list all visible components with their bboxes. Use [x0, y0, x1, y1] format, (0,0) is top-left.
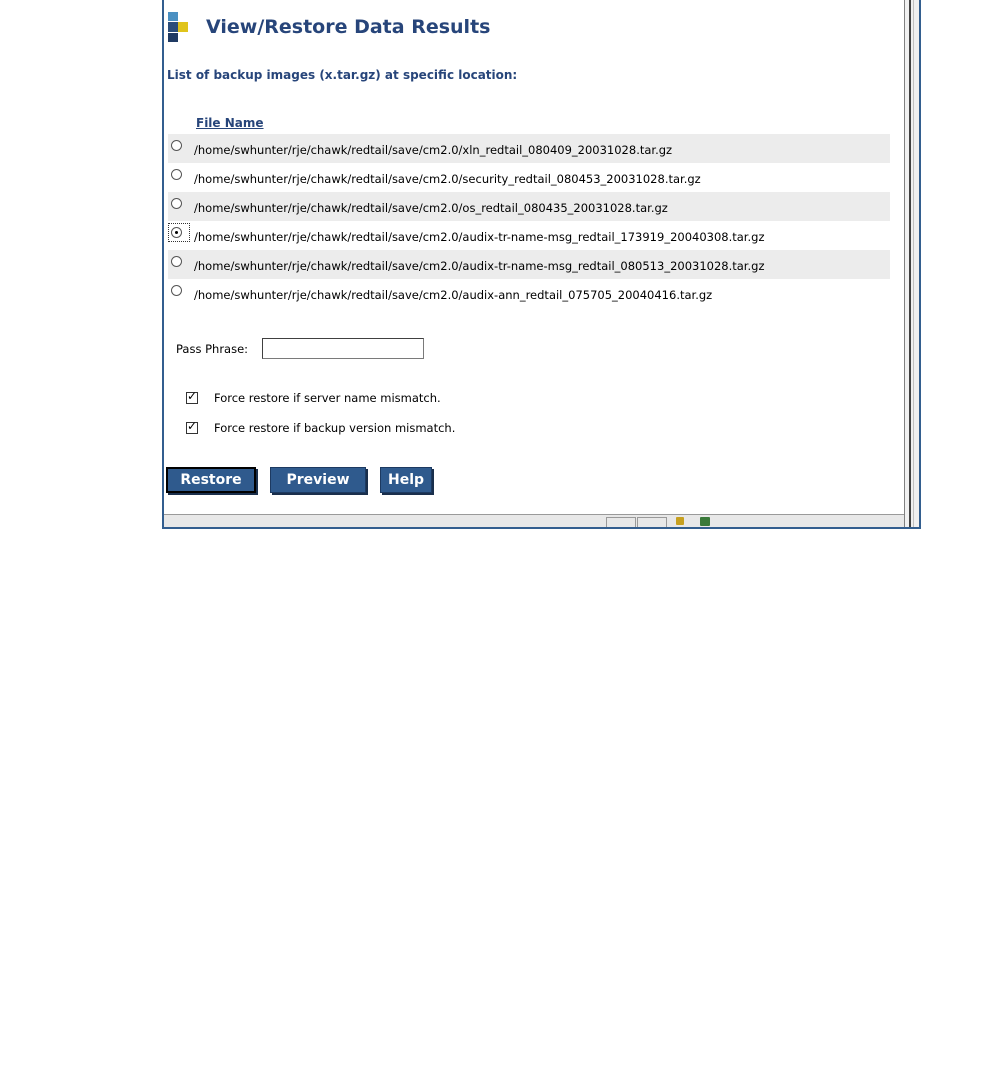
app-logo-icon	[168, 12, 188, 42]
backup-file-list	[168, 134, 890, 308]
table-row	[168, 134, 890, 163]
file-path: /home/swhunter/rje/chawk/redtail/save/cm2.0/audix-ann_redtail_075705_20040416.tar.gz	[194, 288, 713, 302]
table-row	[168, 192, 890, 221]
file-radio-button[interactable]	[171, 169, 182, 180]
pass-phrase-label: Pass Phrase:	[176, 341, 249, 356]
file-radio-button[interactable]	[171, 256, 182, 267]
file-path: /home/swhunter/rje/chawk/redtail/save/cm2.0/xln_redtail_080409_20031028.tar.gz	[194, 143, 673, 157]
option-label: Force restore if backup version mismatch.	[214, 421, 456, 435]
file-path: /home/swhunter/rje/chawk/redtail/save/cm2.0/os_redtail_080435_20031028.tar.gz	[194, 201, 668, 215]
action-buttons	[166, 467, 446, 493]
restore-button[interactable]: Restore	[166, 467, 256, 493]
option-server-name-mismatch	[186, 391, 441, 405]
table-row	[168, 221, 890, 250]
status-bar	[164, 514, 904, 527]
pass-phrase-row	[176, 338, 424, 359]
page-title: View/Restore Data Results	[206, 16, 491, 38]
file-radio-button-selected[interactable]	[171, 227, 182, 238]
title-bar	[168, 10, 490, 44]
file-path: /home/swhunter/rje/chawk/redtail/save/cm2.0/audix-tr-name-msg_redtail_080513_20031028.tar.gz	[194, 259, 765, 273]
lock-icon	[676, 517, 684, 525]
file-path: /home/swhunter/rje/chawk/redtail/save/cm2.0/audix-tr-name-msg_redtail_173919_20040308.tar.gz	[194, 230, 765, 244]
window-right-border	[904, 0, 919, 527]
page-content	[164, 0, 904, 514]
browser-window-frame	[162, 0, 921, 529]
table-row	[168, 163, 890, 192]
status-segment	[606, 517, 636, 527]
status-segment	[637, 517, 667, 527]
internet-zone-icon	[700, 517, 710, 526]
option-backup-version-mismatch	[186, 421, 455, 435]
section-subtitle: List of backup images (x.tar.gz) at specific location:	[167, 68, 518, 82]
table-row	[168, 250, 890, 279]
file-radio-button[interactable]	[171, 285, 182, 296]
file-path: /home/swhunter/rje/chawk/redtail/save/cm2.0/security_redtail_080453_20031028.tar.gz	[194, 172, 701, 186]
force-server-name-checkbox[interactable]	[186, 392, 198, 404]
preview-button[interactable]: Preview	[270, 467, 366, 493]
file-radio-button[interactable]	[171, 198, 182, 209]
option-label: Force restore if server name mismatch.	[214, 391, 441, 405]
help-button[interactable]: Help	[380, 467, 432, 493]
force-backup-version-checkbox[interactable]	[186, 422, 198, 434]
pass-phrase-input[interactable]	[262, 338, 424, 359]
column-header-file-name[interactable]: File Name	[196, 116, 264, 130]
file-radio-button[interactable]	[171, 140, 182, 151]
table-row	[168, 279, 890, 308]
